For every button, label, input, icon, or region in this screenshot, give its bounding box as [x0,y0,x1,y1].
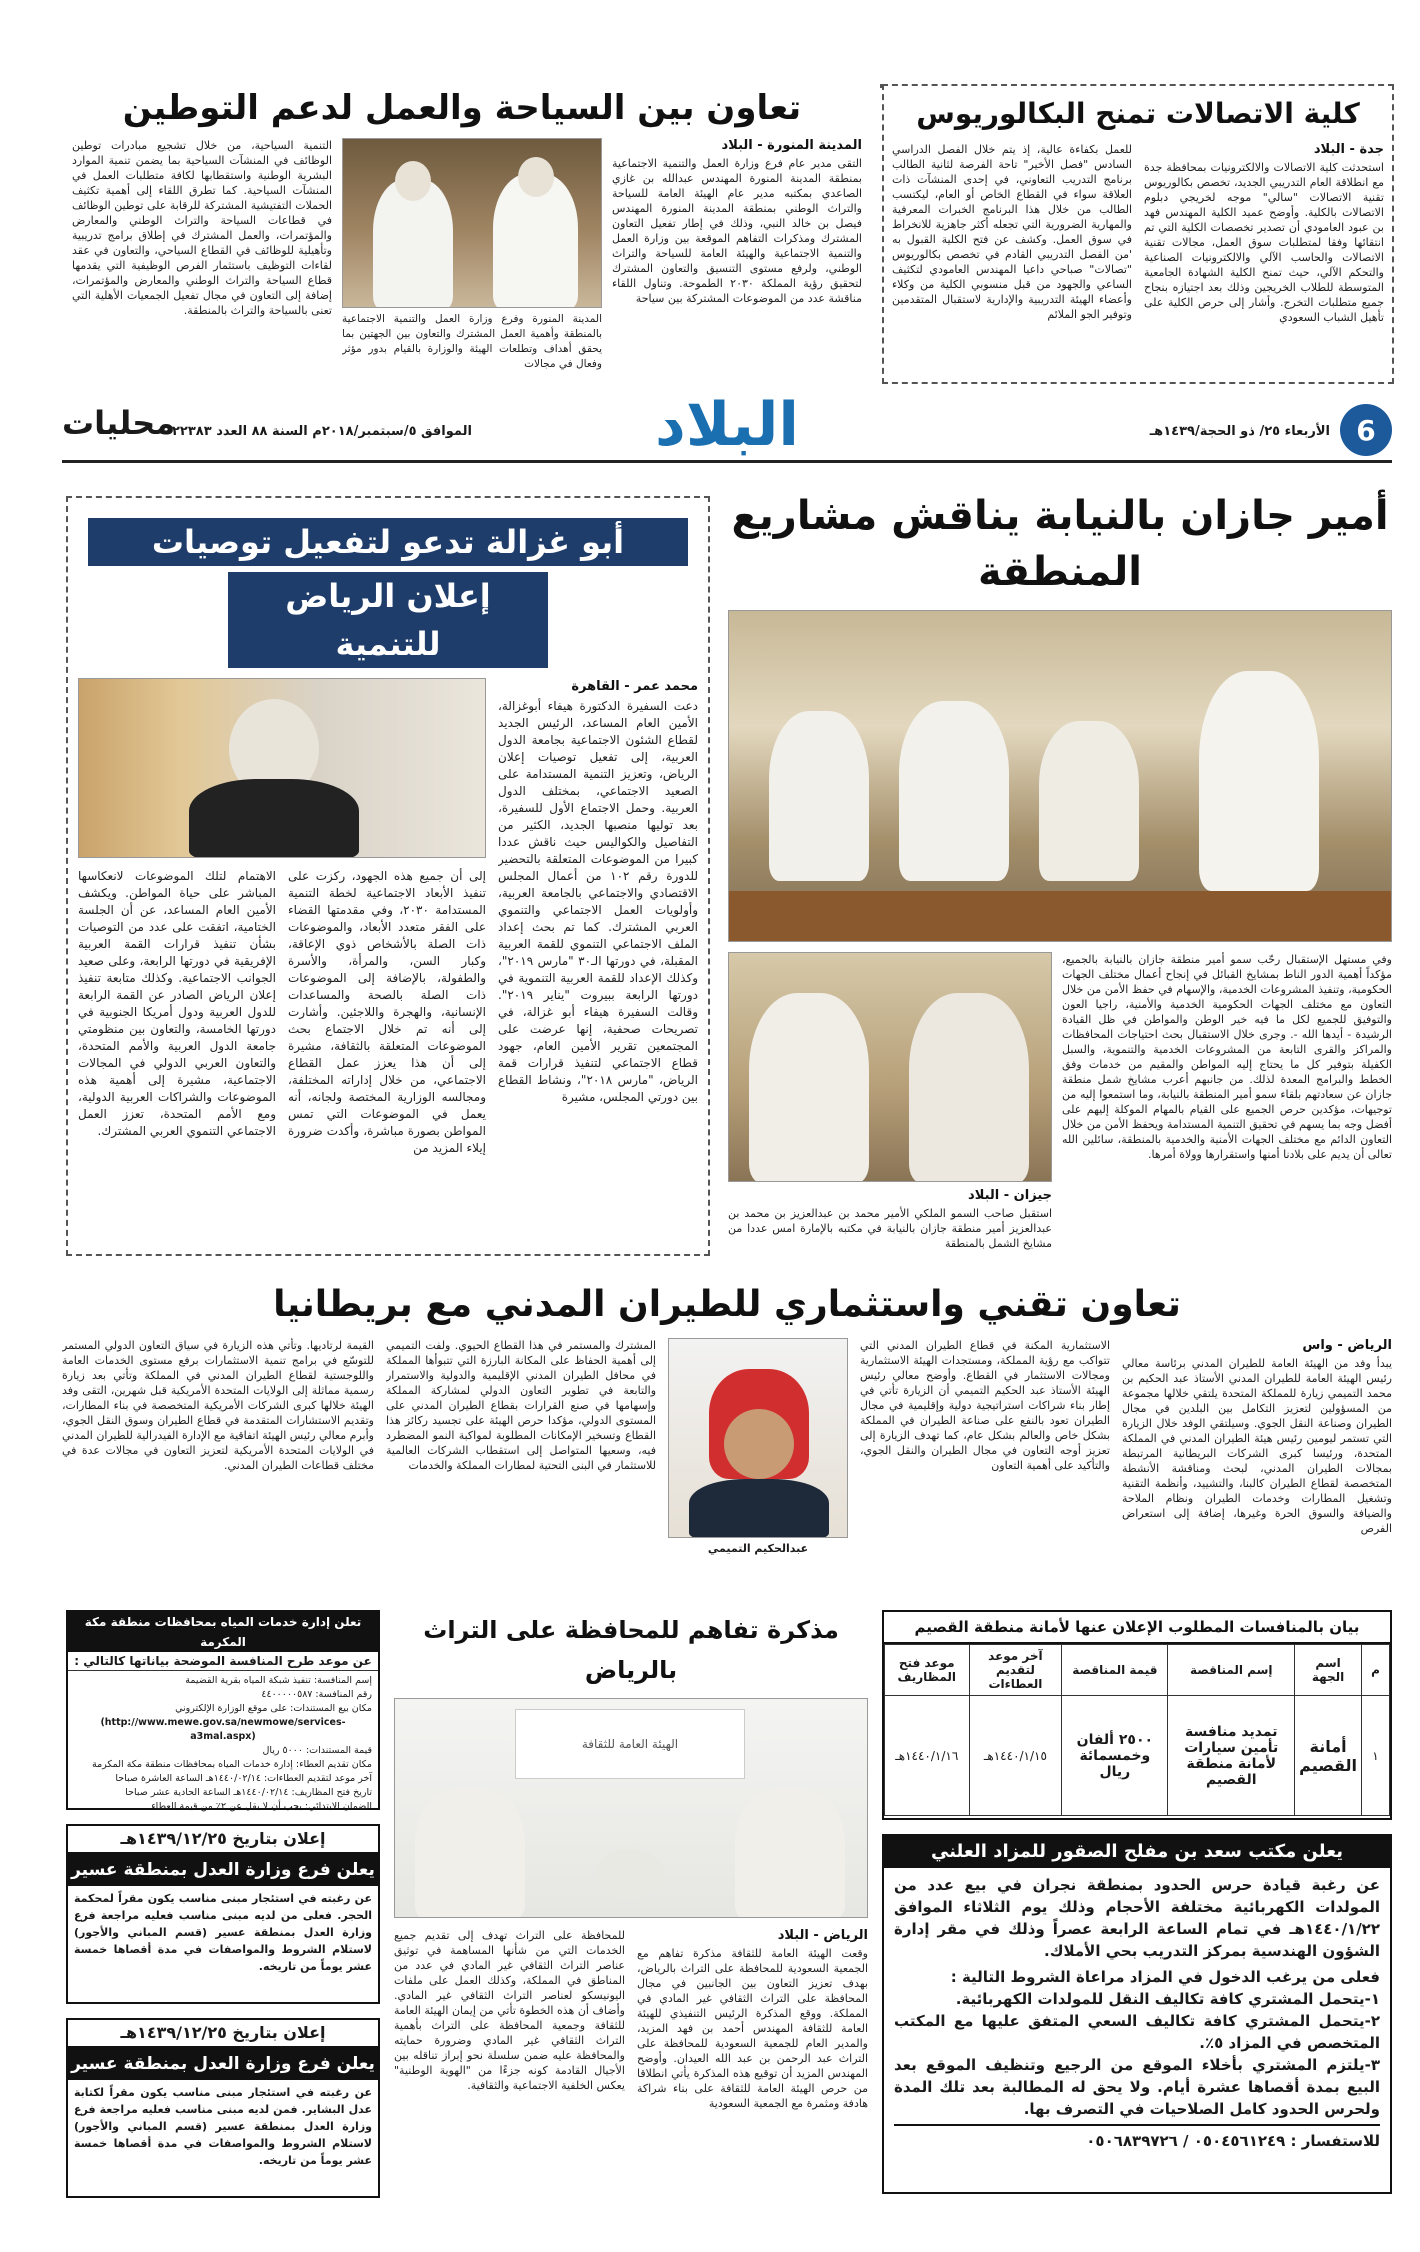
td-name: تمديد منافسة تأمين سيارات لأمانة منطقة القصيم [1168,1696,1295,1816]
list-item: مكان بيع المستندات: على موقع الوزارة الإلكتروني [175,1703,372,1714]
auction-ad [882,1834,1392,2194]
abughazaleh-col-2: إلى أن جميع هذه الجهود، ركزت على تنفيذ الأبعاد الاجتماعية لخطة التنمية المستدامة ٢٠٣٠، وفي مقدمتها القضاء على الفقر متعدد الأبعاد، والموضوعات ذات الصلة بالأشخاص ذوي الإعاقة، وكبار السن، والمرأة، والأسرة والطفولة، بالإضافة إلى الموضوعات ذات الصلة بالصحة والمساعدات الإنسانية، والهجرة واللاجئين. وأشارت إلى أنه تم خلال الاجتماع بحث الموضوعات المتعلقة بالثقافة، مشيرة إلى أن هذا يعزز عمل القطاع الاجتماعي، من خلال إداراته المختلفة، ومجالسه الوزارية المختصة ولجانه، أنه يعمل في الموضوعات التي تمس المواطن بصورة مباشرة، وأكدت ضرورة إيلاء المزيد من [288,869,486,1155]
header-logo: البلاد [655,390,799,460]
justice-ad-1-date: إعلان بتاريخ ١٤٣٩/١٢/٢٥هـ [68,1826,378,1854]
th-entity: اسم الجهة [1295,1645,1362,1696]
list-item: تاريخ فتح المظاريف: ١٤٤٠/٠٢/١٤هـ الساعة الحادية عشر صباحا [125,1787,372,1798]
abughazaleh-col-1 [498,678,698,1278]
telecom-col-2: للعمل بكفاءة عالية، إذ يتم خلال الفصل الدراسي السادس "فصل الأخير" تاحة الفرصة لثانية الطالب برنامج التدريب التعاوني، في إحدى المنشآت ذات العلاقة سواء في القطاع الخاص أو العام، ليكتسب الطالب من خلال هذا البرنامج الخبرات المعرفية والمهارية الضرورية التي تجعله أكثر جاهزية للانخراط في سوق العمل. وكشف عن فتح الكلية القبول به 'من الفصل التدريبي القادم في تخصص بكالوريوس "تصالات" صباحي داعيا المهندس العامودي لتكثيف الساعي والجهود من قبل منسوبي الكلية من وكلاء وأعضاء الهيئة التدريبية والإدارية لاستقبال المتقدمين وتوفير الجو الملائم [892,143,1132,321]
qassim-table-header [885,1645,1390,1696]
telecom-headline: كلية الاتصالات تمنح البكالوريوس [916,97,1360,130]
aviation-caption: عبدالحكيم التميمي [707,1542,809,1555]
th-value: قيمة المناقصة [1062,1645,1168,1696]
heritage-col1-text: وقعت الهيئة العامة للثقافة مذكرة تفاهم مع الجمعية السعودية للمحافظة على التراث بالرياض، بهدف تعزيز التعاون بين الجانبين في مجال المحافظة على التراث الثقافي غير المادي في المملكة. ووقع المذكرة الرئيس التنفيذي للهيئة العامة للثقافة المهندس أحمد بن فهد المزيد، والمدير العام للجمعية السعودية للمحافظة على التراث عبد الرحمن بن عبد الله العيدان. وأوضح المهندس المزيد أن توقيع هذه المذكرة يأتي انطلاقا من حرص الهيئة العامة للثقافة على بناء شراكة هادفة ومثمرة مع الجمعية السعودية [637,1947,868,2110]
tourism-col1-text: التقى مدير عام فرع وزارة العمل والتنمية الاجتماعية بمنطقة المدينة المنورة المهندس عبدالله بن غازي الصاعدي بمكتبه مدير عام الهيئة العامة للسياحة والتراث الوطني بمنطقة المدينة المنورة المهندس فيصل بن خالد النبي، وذلك في إطار تفعيل التعاون المشترك ومذكرات التفاهم الموقعة بين وزارة العمل والتنمية الاجتماعية والهيئة العامة للسياحة والتراث الوطني، ولرفع مستوى التنسيق والتعاون المشترك لتحقيق رؤية المملكة ٢٠٣٠ الطموحة. وتناول اللقاء مناقشة عدد من الموضوعات المشتركة بين سياحة [612,157,862,305]
auction-cond-1: ١-يتحمل المشتري كافة تكاليف النقل للمولدات الكهربائية. [955,1990,1380,2008]
heritage-sign [515,1709,745,1779]
tourism-col-1 [612,138,862,378]
aviation-photo-block [668,1338,848,1588]
jazan-col-1: وفي مستهل الإستقبال رحّب سمو أمير منطقة جازان بالنيابة بالجميع، مؤكداً أهمية الدور الناط بمشايخ القبائل في إنجاح أعمال مختلف الجهات الحكومية، وتنفيذ المشروعات الخدمية، والإسهام في حفظ الأمن من خلال التعاون مع مختلف الجهات الحكومية الخدمية والأمنية، راجيا العون والتوفيق للجميع لكل ما فيه خير الوطن والمواطن في ظل القيادة الرشيدة - أيدها الله -. وجرى خلال الاستقبال بحث احتياجات المحافظات والمراكز والقرى التابعة من المشروعات الخدمية والتنموية، والسبل الكفيلة بتوفير كل ما يحتاج إليه المواطن والمقيم من خدمات وفق الخطط والبرامج المعدة لذلك. من جانبهم أعرب مشايخ شمل منطقة جازان عن سعادتهم بلقاء سمو أمير المنطقة بالنيابة، وما استمعوا إليه من توجيهات، مؤكدين حرص الجميع على القيام بالمهام الموكلة إليهم على أفضل وجه بما يسهم في تحقيق التنمية المستدامة ويحفظ الأمن من خلال التعاون الدائم مع مختلف الجهات الأمنية والخدمية بالمنطقة، سائلين الله تعالى أن يديم على بلادنا أمنها واستقرارها وولاة أمرها. [1062,953,1392,1161]
justice-ad-1-body: عن رغبته في استئجار مبنى مناسب يكون مقراً لمحكمة الحجر. فعلى من لديه مبنى مناسب فعليه مراجعة فرع وزارة العدل بمنطقة عسير (قسم المباني والأجور) لاستلام الشروط والمواصفات في مدة أقصاها خمسة عشر يوماً من تاريخه. [74,1892,372,1973]
list-item: رقم المنافسة: ٤٤٠٠٠٠٠٥٨٧ [261,1689,372,1700]
heritage-dateline: الرياض - البلاد [777,1928,868,1943]
td-num: ١ [1362,1696,1390,1816]
header-date-left: الأربعاء ٢٥/ ذو الحجة/١٤٣٩هـ [1149,424,1330,439]
auction-cond-title: فعلى من يرغب الدخول في المزاد مراعاة الشروط التالية : [950,1968,1380,1986]
auction-contact: للاستفسار : ٠٥٠٤٥٦١٢٤٩ / ٠٥٠٦٨٣٩٧٢٦ [894,2124,1380,2152]
auction-cond-2: ٢-يتحمل المشتري كافة تكاليف السعي المتفق عليها مع المكتب المتخصص في المزاد ٥٪. [894,2012,1380,2052]
water-subtitle: عن موعد طرح المنافسة الموضحة بياناتها كالتالي : [68,1652,378,1671]
page-number-badge [1340,404,1392,456]
telecom-col1-text: استحدثت كلية الاتصالات والالكترونيات بمحافظة جدة مع انطلاقة العام التدريبي الجديد، تخصص بكالوريوس تقنية الاتصالات "سالي" موجه لخريجي دبلوم الاتصالات بالكلية. وأوضح عميد الكلية المهندس فهد بن عبود العامودي أن تصدير تخصصات الكلية التي تم انتقائها وفقا لمتطلبات سوق العمل، مجالات تقنية الاتصالات والحاسب الآلي والالكترونيات الصناعية والتحكم الآلي، حيث تمنح الكلية الشهادة الجامعية المتوسطة للطلاب الخريجين وذلك بعد اجتيازه بنجاح جميع متطلبات التخرج. وأشار إلى حرص الكلية على تأهيل الشباب السعودي [1144,161,1384,324]
auction-body: عن رغبة قيادة حرس الحدود بمنطقة نجران في بيع عدد من المولدات الكهربائية مختلفة الأحجام وذلك يوم الثلاثاء الموافق ١٤٤٠/١/٢٢هـ في تمام الساعة الرابعة عصراً وذلك في مقر إدارة الشؤون الهندسية بمركز التدريب بحي الأملاك. [894,1876,1380,1960]
abughazaleh-col-3: الاهتمام لتلك الموضوعات لانعكاسها المباشر على حياة المواطن. ويكشف الأمين العام المساعد، عن أن الجلسة الختامية، اتفقت على عدد من التوصيات بشأن تنفيذ قرارات القمة العربية الإفريقية في دورتها الرابعة، وعلى صعيد الجوانب الاجتماعية. وكذلك متابعة تنفيذ إعلان الرياض الصادر عن القمة الرابعة للدول العربية ودول أمريكا الجنوبية في دورتها الخامسة، والتعاون بين منظومتي جامعة الدول العربية والأمم المتحدة، والتعاون العربي الدولي في المجالات الاجتماعية، مشيرة إلى أهمية هذه الموضوعات والشراكات العربية الدولية، ومع الأمم المتحدة، تعزز العمل الاجتماعي التنموي العربي المشترك. [78,869,276,1138]
td-opening: ١٤٤٠/١/١٦هـ [885,1696,970,1816]
abughazaleh-headline-1: أبو غزالة تدعو لتفعيل توصيات [88,518,688,566]
abughazaleh-content [78,506,698,1248]
aviation-col-2: الاستثمارية المكنة في قطاع الطيران المدني التي تتواكب مع رؤية المملكة، ومستجدات الهيئة الاستثمارية ومجالات الاستثمار في القطاع. وأوضح معالي رئيس الهيئة الأستاذ عبد الحكيم التميمي أن الزيارة تأتي في إطار بناء شراكات استراتيجية دولية وإقليمية في مجال الطيران تعود بالنفع على صناعة الطيران في المملكة بشكل خاص والعالم بشكل عام، كما تهدف الزيارة إلى تعزيز أوجه التعاون في مجال الطيران والنقل الجوي، والتأكيد على أهمية التعاون [860,1339,1110,1472]
aviation-col-3: المشترك والمستمر في هذا القطاع الحيوي. ولفت التميمي إلى أهمية الحفاظ على المكانة البارزة التي تتبوأها المملكة في محافل الطيران المدني الإقليمية والدولية والاستمرار والتابعة في تطوير التعاون الدولي لمشاركة المملكة وإسهامها في صنع القرارات بقطاع الطيران المدني على المستوى الدولي، مؤكدا حرص الهيئة على تجسيد ركائز هذا القطاع وتسخير الإمكانات المطلوبة لمواكبة النمو المضطرد فيه، وسعيها المتواصل إلى استقطاب الشركات العالمية للاستثمار في البنى التحتية لمطارات المملكة والخدمات [386,1339,656,1472]
water-lines [68,1671,378,1817]
list-item: إسم المنافسة: تنفيذ شبكة المياه بقرية القضيمة [185,1675,372,1686]
justice-ad-2-title: يعلن فرع وزارة العدل بمنطقة عسير [68,2048,378,2080]
list-item: مكان تقديم العطاء: إدارة خدمات المياه بمحافظات منطقة مكة المكرمة [92,1759,372,1770]
justice-ad-2 [66,2018,380,2198]
jazan-lead [728,1188,1052,1288]
tourism-photo-block [342,138,602,378]
heritage-sign-text: الهيئة العامة للثقافة [581,1737,679,1751]
table-row [885,1696,1390,1816]
tourism-headline: تعاون بين السياحة والعمل لدعم التوطين [122,88,802,128]
list-item: (http://www.mewe.gov.sa/newmowe/services-a3mal.aspx) [100,1717,346,1742]
th-deadline: آخر موعد لتقديم العطاءات [969,1645,1062,1696]
heritage-photo [394,1698,868,1918]
header-rule [62,460,1392,463]
jazan-dateline: جيزان - البلاد [968,1188,1052,1203]
telecom-col-1 [1144,142,1384,372]
aviation-dateline: الرياض - واس [1302,1338,1392,1353]
list-item: آخر موعد لتقديم العطاءات: ١٤٤٠/٠٢/١٤هـ الساعة العاشرة صباحا [115,1773,372,1784]
td-entity: أمانة القصيم [1295,1696,1362,1816]
qassim-tender [882,1610,1392,1820]
heritage-headline: مذكرة تفاهم للمحافظة على التراث بالرياض [423,1616,839,1684]
heritage-article [394,1610,868,2200]
aviation-col-1 [1122,1338,1392,1588]
th-num: م [1362,1645,1390,1696]
aviation-col1-text: يبدأ وفد من الهيئة العامة للطيران المدني برئاسة معالي رئيس الهيئة العامة للطيران المدني الأستاذ عبد الحكيم بن محمد التميمي زيارة للمملكة المتحدة يلتقي خلالها مجموعة من المسؤولين لتعزيز التكامل بين البلدين في مجال الطيران وصناعة النقل الجوي. وسيلتقي الوفد خلال الزيارة التي تستمر ليومين رئيس هيئة الطيران المدني في المملكة المتحدة، ورئيسا كبرى الشركات البريطانية المرتبطة بمجالات الطيران المدني، لبحث ومناقشة الأنشطة المتخصصة لقطاع الطيران كالبنا، والتشييد، وأنظمة التقنية وتشغيل المطارات وخدمات الطيران ونظام الملاحة والضيافة والسوق الحرة وغيرها، إضافة إلى استعراض الفرص [1122,1357,1392,1535]
abughazaleh-dateline: محمد عمر - القاهرة [571,679,698,694]
telecom-dateline: جدة - البلاد [1313,142,1384,157]
jazan-article [728,488,1392,1258]
aviation-col-4: القيمة لرتاديها. وتأتي هذه الزيارة في سياق التعاون الدولي المستمر للتوسّع في برامج تنمية الاستثمارات برفع مستوى الخدمات العامة واللوجستية لقطاع الطيران المدني في المملكة وتأتي بعد زيارة رسمية مماثلة إلى الولايات المتحدة الأمريكية قبل شهرين، التقى وفد الهيئة خلالها كبرى الشركات الأمريكية المتخصصة في بناء المطارات، وتقديم الاستشارات المتقدمة في قطاع الطيران وسوق النقل الجوي، وأبرم معالي رئيس الهيئة اتفاقية مع الإدارة الفيدرالية للطيران المدني في الولايات المتحدة الأمريكية لتعزيز التعاون في مجالات عدة في مختلف قطاعات الطيران المدني. [62,1339,374,1472]
tourism-col-2: التنمية السياحية، من خلال تشجيع مبادرات توطين الوظائف في المنشآت السياحية بما يضمن تنمية الموارد البشرية الوطنية واستقطابها لكافة متطلبات العمل في المنشآت السياحية. كما تطرق اللقاء إلى أهمية تكثيف الحملات التفتيشية المشتركة للرقابة على توطين الوظائف في قطاعات السياحة والتراث الوطني والمعارض والمؤتمرات، والعمل المشترك في إطلاق برامج تدريبية وتأهيلية للوظائف في القطاع السياحي، والتعاون في عقد لقاءات التوظيف باستثمار الفرص الوظيفية التي يقدمها قطاع السياحة والتراث الوطني والمعارض والمؤتمرات، إضافة إلى التعاون في مجال تفعيل الجمعيات الأهلية التي تعنى بالسياحة والتراث بالمنطقة. [72,139,332,317]
aviation-photo [668,1338,848,1538]
justice-ad-2-date: إعلان بتاريخ ١٤٣٩/١٢/٢٥هـ [68,2020,378,2048]
telecom-article-content [892,94,1384,378]
auction-cond-3: ٣-يلتزم المشتري بأخلاء الموقع من الرجيع وتنظيف الموقع بعد البيع بمدة أقصاها عشرة أيام. ولا يحق له المطالبة بعد تلك المدة ولحرس الحدود كامل الصلاحيات في التصرف بها. [894,2056,1380,2118]
td-deadline: ١٤٤٠/١/١٥هـ [969,1696,1062,1816]
page-number: 6 [1356,413,1376,447]
qassim-title: بيان بالمنافسات المطلوب الإعلان عنها لأمانة منطقة القصيم [884,1612,1390,1644]
tourism-article [62,84,862,384]
justice-ad-1-title: يعلن فرع وزارة العدل بمنطقة عسير [68,1854,378,1886]
water-title: تعلن إدارة خدمات المياه بمحافظات منطقة مكة المكرمة [68,1612,378,1652]
jazan-headline: أمير جازان بالنيابة يناقش مشاريع المنطقة [731,493,1389,595]
auction-title: يعلن مكتب سعد بن مفلح الصقور للمزاد العلني [884,1836,1390,1868]
th-name: إسم المناقصة [1168,1645,1295,1696]
heritage-col-1 [637,1928,868,2238]
tourism-caption: المدينة المنورة وفرع وزارة العمل والتنمية الاجتماعية بالمنطقة وأهمية العمل المشترك والتعاون بين الجهتين بما يحقق أهداف وتطلعات الهيئة والوزارة بالقيام بدور مؤثر وفعال في مجالات [342,313,602,370]
header-date-right: الموافق ٥/سبتمبر/٢٠١٨م السنة ٨٨ العدد ٢٢٣٨٣ [172,424,472,439]
aviation-headline: تعاون تقني واستثماري للطيران المدني مع بريطانيا [273,1284,1181,1325]
abughazaleh-photo [78,678,486,858]
jazan-photo-handshake [728,952,1052,1182]
jazan-lead-text: استقبل صاحب السمو الملكي الأمير محمد بن عبدالعزيز بن محمد بن عبدالعزيز أمير منطقة جازان بالنيابة في مكتبه بالإمارة امس عددا من مشايخ الشمل بالمنطقة [728,1207,1052,1250]
th-opening: موعد فتح المظاريف [885,1645,970,1696]
page-header [62,390,1392,468]
heritage-col-2: للمحافظة على التراث تهدف إلى تقديم جميع الخدمات التي من شأنها المساهمة في توثيق عناصر التراث الثقافي غير المادي في عدد من المناطق في المملكة، وكذلك العمل على ملفات اليونيسكو لعناصر التراث الثقافي غير المادي. وأضاف أن هذه الخطوة تأتي من إيمان الهيئة العامة للثقافة وجمعية المحافظة على التراث بأهمية التراث الثقافي غير المادي وضرورة حمايته والمحافظة عليه ضمن سلسلة نحو إبراز تناقله بين الأجيال القادمة كونه جزءًا من "الهوية الوطنية" يعكس الخلفية الاجتماعية والثقافية. [394,1929,625,2092]
jazan-photo-main [728,610,1392,942]
abughazaleh-col1-text: دعت السفيرة الدكتورة هيفاء أبوغزالة، الأمين العام المساعد، الرئيس الجديد لقطاع الشئون الاجتماعية بجامعة الدول العربية، إلى تفعيل توصيات إعلان الرياض، وتعزيز التنمية المستدامة على الصعيد الاجتماعي، بمختلف الدول العربية. وحمل الاجتماع الأول للسفيرة، بعد توليها منصبها الجديد، الكثير من التفاصيل والكواليس حيث ناقش عددا كبيرا من الموضوعات المتعلقة بالتحضير للدورة رقم ١٠٢ من أعمال المجلس الاقتصادي والاجتماعي بالجامعة العربية، وأولويات العمل الاجتماعي والتنموي العربي المشترك. كما تم بحث إعداد الملف الاجتماعي التنموي للقمة العربية المقبلة، في دورتها الـ٣٠ "مارس ٢٠١٩"، وكذلك الإعداد للقمة العربية التنموية في دورتها الرابعة ببيروت "يناير ٢٠١٩". وقالت السفيرة هيفاء أبو غزالة، في تصريحات صحفية، إنها عرضت على المجتمعين تقرير الأمين العام، جهود قطاع الاجتماعي لتنفيذ قرارات قمة الرياض، "مارس ٢٠١٨"، ونشاط القطاع بين دورتي المجلس، مشيرة [498,699,698,1104]
abughazaleh-headline-2: إعلان الرياض للتنمية [228,572,548,668]
water-ad [66,1610,380,1810]
tourism-photo [342,138,602,308]
jazan-right-block [728,952,1052,1292]
justice-ad-1 [66,1824,380,2004]
qassim-table [884,1644,1390,1816]
aviation-article [62,1280,1392,1600]
tourism-dateline: المدينة المنورة - البلاد [721,138,862,153]
list-item: الضمان الابتدائي: يجب أن لا يقل عن ٢٪ من قيمة العطاء [151,1801,372,1812]
section-label: محليات [62,404,176,442]
td-value: ٢٥٠٠ ألفان وخمسمائة ريال [1062,1696,1168,1816]
justice-ad-2-body: عن رغبته في استئجار مبنى مناسب يكون مقراً لكتابة عدل البشاير. فمن لديه مبنى مناسب فعليه مراجعة فرع وزارة العدل بمنطقة عسير (قسم المباني والأجور) لاستلام الشروط والمواصفات في مدة أقصاها خمسة عشر يوماً من تاريخه. [74,2086,372,2167]
list-item: قيمة المستندات: ٥٠٠٠ ريال [262,1745,372,1756]
